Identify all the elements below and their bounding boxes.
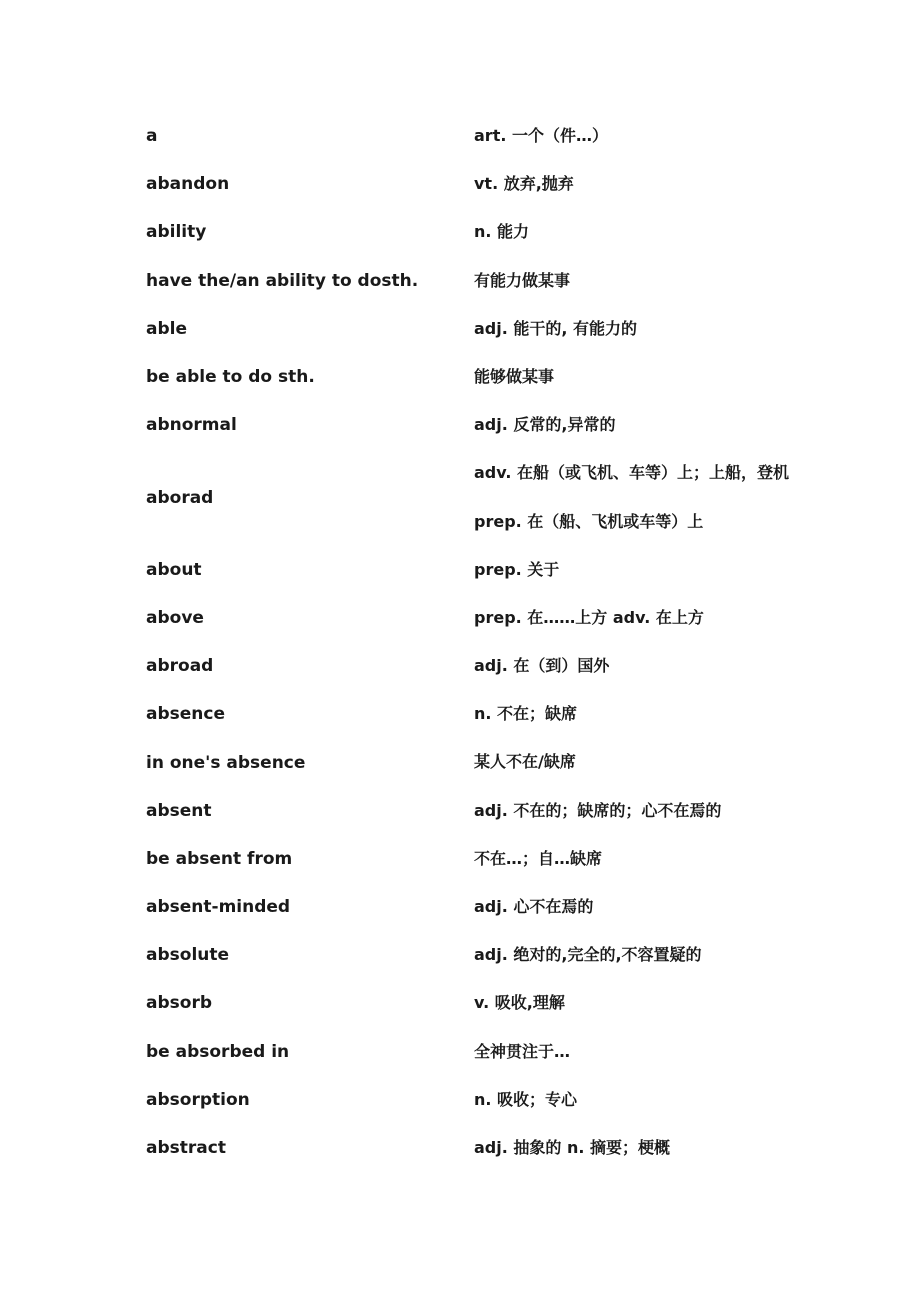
vocab-term: absorption [146, 1089, 250, 1110]
vocab-entry [146, 257, 846, 305]
vocab-term: ability [146, 222, 207, 243]
vocab-definitions [474, 787, 846, 835]
vocab-entry [146, 979, 846, 1027]
vocab-term: be absorbed in [146, 1041, 290, 1062]
vocab-term: have the/an ability to dosth. [146, 270, 419, 291]
vocab-term: about [146, 559, 202, 580]
vocab-definition: prep. 关于 [474, 559, 560, 579]
vocab-definitions [474, 401, 846, 449]
vocab-term: absorb [146, 993, 212, 1014]
vocab-entry [146, 883, 846, 931]
vocab-definitions [474, 305, 846, 353]
vocab-term: abnormal [146, 415, 237, 436]
vocab-definitions [474, 112, 846, 160]
vocab-definition: adj. 不在的；缺席的；心不在焉的 [474, 800, 722, 820]
vocab-entry [146, 305, 846, 353]
vocab-definitions [474, 642, 846, 690]
vocab-term: absent-minded [146, 897, 291, 918]
vocab-definition: prep. 在……上方 adv. 在上方 [474, 607, 704, 627]
vocabulary-list [146, 112, 846, 1172]
vocab-entry [146, 546, 846, 594]
vocab-definition: prep. 在（船、飞机或车等）上 [474, 511, 704, 531]
vocab-definitions [474, 835, 846, 883]
vocab-entry [146, 353, 846, 401]
vocab-definitions [474, 883, 846, 931]
vocab-term: a [146, 126, 158, 147]
vocab-entry [146, 449, 846, 545]
vocab-definition: 能够做某事 [474, 366, 555, 386]
vocab-definition: adj. 能干的, 有能力的 [474, 318, 638, 338]
vocab-entry [146, 1076, 846, 1124]
vocab-definition: 有能力做某事 [474, 270, 571, 290]
vocab-definitions [474, 208, 846, 256]
vocab-term: be absent from [146, 848, 293, 869]
vocab-entry [146, 160, 846, 208]
vocab-definitions [474, 738, 846, 786]
vocab-term: able [146, 318, 187, 339]
vocab-entry [146, 1028, 846, 1076]
vocab-definition: n. 吸收；专心 [474, 1089, 578, 1109]
vocab-definition: 某人不在/缺席 [474, 752, 576, 772]
vocab-entry [146, 401, 846, 449]
vocab-definitions [474, 546, 846, 594]
vocab-definitions [474, 257, 846, 305]
vocab-definition: adj. 绝对的,完全的,不容置疑的 [474, 945, 702, 965]
vocab-entry [146, 738, 846, 786]
vocab-definitions [474, 1076, 846, 1124]
vocab-entry [146, 642, 846, 690]
vocab-definition: vt. 放弃,抛弃 [474, 174, 574, 194]
vocab-definition: v. 吸收,理解 [474, 993, 565, 1013]
vocab-definitions [474, 1124, 846, 1172]
vocab-definitions [474, 1028, 846, 1076]
vocab-definition: adj. 反常的,异常的 [474, 415, 616, 435]
vocab-term: abstract [146, 1138, 226, 1159]
vocab-term: aborad [146, 487, 214, 508]
vocab-term: abandon [146, 174, 230, 195]
vocab-definitions [474, 979, 846, 1027]
vocab-definitions [474, 449, 846, 545]
vocab-term: in one's absence [146, 752, 306, 773]
vocab-definition: 不在…；自…缺席 [474, 848, 603, 868]
vocab-definition: adj. 抽象的 n. 摘要；梗概 [474, 1137, 670, 1157]
vocab-definition: n. 不在；缺席 [474, 704, 578, 724]
vocab-definitions [474, 690, 846, 738]
vocab-entry [146, 690, 846, 738]
vocab-term: absent [146, 800, 212, 821]
vocab-definition: n. 能力 [474, 222, 530, 242]
vocab-term: absence [146, 704, 225, 725]
vocab-definition: adj. 在（到）国外 [474, 656, 610, 676]
vocab-entry [146, 931, 846, 979]
vocab-entry [146, 835, 846, 883]
vocab-entry [146, 594, 846, 642]
vocab-term: absolute [146, 945, 230, 966]
vocab-term: above [146, 607, 204, 628]
vocab-term: abroad [146, 656, 214, 677]
vocab-definition: adv. 在船（或飞机、车等）上；上船，登机 [474, 463, 790, 483]
vocab-definitions [474, 353, 846, 401]
vocab-definition: adj. 心不在焉的 [474, 897, 594, 916]
vocab-definitions [474, 160, 846, 208]
vocab-definition: art. 一个（件…） [474, 126, 608, 145]
vocab-entry [146, 787, 846, 835]
vocab-definitions [474, 594, 846, 642]
vocab-term: be able to do sth. [146, 367, 315, 388]
vocab-definitions [474, 931, 846, 979]
vocab-entry [146, 112, 846, 160]
vocab-entry [146, 208, 846, 256]
vocab-entry [146, 1124, 846, 1172]
vocab-definition: 全神贯注于… [474, 1041, 571, 1061]
